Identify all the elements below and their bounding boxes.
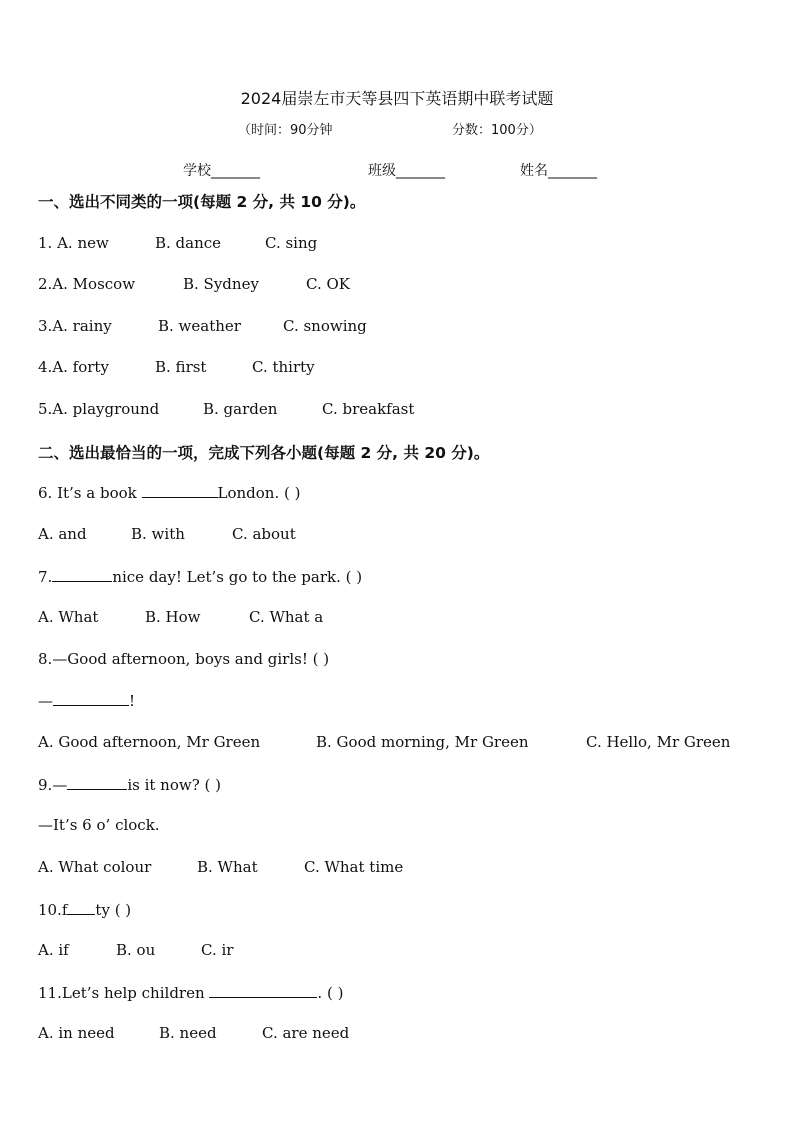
option-c: C. ir — [201, 941, 234, 959]
question-9-stem: 9.— is it now? ( ) — [38, 776, 221, 794]
question-number: 5.A. playground — [38, 400, 160, 418]
option-c: C. breakfast — [322, 400, 415, 418]
option-c: C. Hello, Mr Green — [586, 733, 731, 751]
option-b: B. How — [145, 608, 201, 626]
option-b: B. Good morning, Mr Green — [316, 733, 529, 751]
option-b: B. What — [197, 858, 258, 876]
question-8-reply: — ! — [38, 692, 136, 710]
section-2-title: 二、选出最恰当的一项，完成下列各小题(每题 2 分, 共 20 分)。 — [38, 444, 490, 462]
section-1-title: 一、选出不同类的一项(每题 2 分, 共 10 分)。 — [38, 193, 366, 211]
name-field: 姓名_______ — [520, 163, 597, 179]
question-number: 3.A. rainy — [38, 317, 112, 335]
question-number: 4.A. forty — [38, 358, 109, 376]
option-b: B. dance — [155, 234, 222, 252]
question-8-stem: 8.—Good afternoon, boys and girls! ( ) — [38, 650, 330, 668]
option-a: A. What colour — [38, 858, 152, 876]
option-c: C. sing — [265, 234, 318, 252]
exam-score: 分数：100分） — [452, 123, 542, 138]
option-c: C. What a — [249, 608, 324, 626]
answer-blank — [52, 567, 112, 582]
option-a: A. and — [38, 525, 87, 543]
question-10-stem: 10.f ty ( ) — [38, 901, 132, 919]
exam-title: 2024届崇左市天等县四下英语期中联考试题 — [240, 89, 554, 108]
option-b: B. first — [155, 358, 207, 376]
answer-blank — [67, 775, 127, 790]
answer-blank — [53, 691, 129, 706]
option-c: C. about — [232, 525, 296, 543]
option-a: A. in need — [38, 1024, 115, 1042]
option-b: B. with — [131, 525, 185, 543]
question-number: 1. A. new — [38, 234, 109, 252]
option-b: B. weather — [158, 317, 241, 335]
answer-blank — [142, 483, 218, 498]
option-c: C. What time — [304, 858, 404, 876]
question-9-reply: —It’s 6 o’ clock. — [38, 816, 160, 834]
exam-time: （时间：90分钟 — [238, 123, 333, 138]
option-b: B. need — [159, 1024, 217, 1042]
option-c: C. OK — [306, 275, 350, 293]
option-b: B. garden — [203, 400, 278, 418]
class-field: 班级_______ — [368, 163, 445, 179]
answer-blank — [67, 900, 95, 915]
option-a: A. if — [38, 941, 69, 959]
school-field: 学校_______ — [183, 163, 260, 179]
option-b: B. Sydney — [183, 275, 259, 293]
question-6-stem: 6. It’s a book London. ( ) — [38, 484, 301, 502]
question-7-stem: 7. nice day! Let’s go to the park. ( ) — [38, 568, 363, 586]
option-a: A. Good afternoon, Mr Green — [38, 733, 261, 751]
option-c: C. are need — [262, 1024, 350, 1042]
question-11-stem: 11.Let’s help children . ( ) — [38, 984, 344, 1002]
option-c: C. thirty — [252, 358, 315, 376]
question-number: 2.A. Moscow — [38, 275, 136, 293]
answer-blank — [209, 983, 317, 998]
option-a: A. What — [38, 608, 99, 626]
option-c: C. snowing — [283, 317, 367, 335]
option-b: B. ou — [116, 941, 156, 959]
